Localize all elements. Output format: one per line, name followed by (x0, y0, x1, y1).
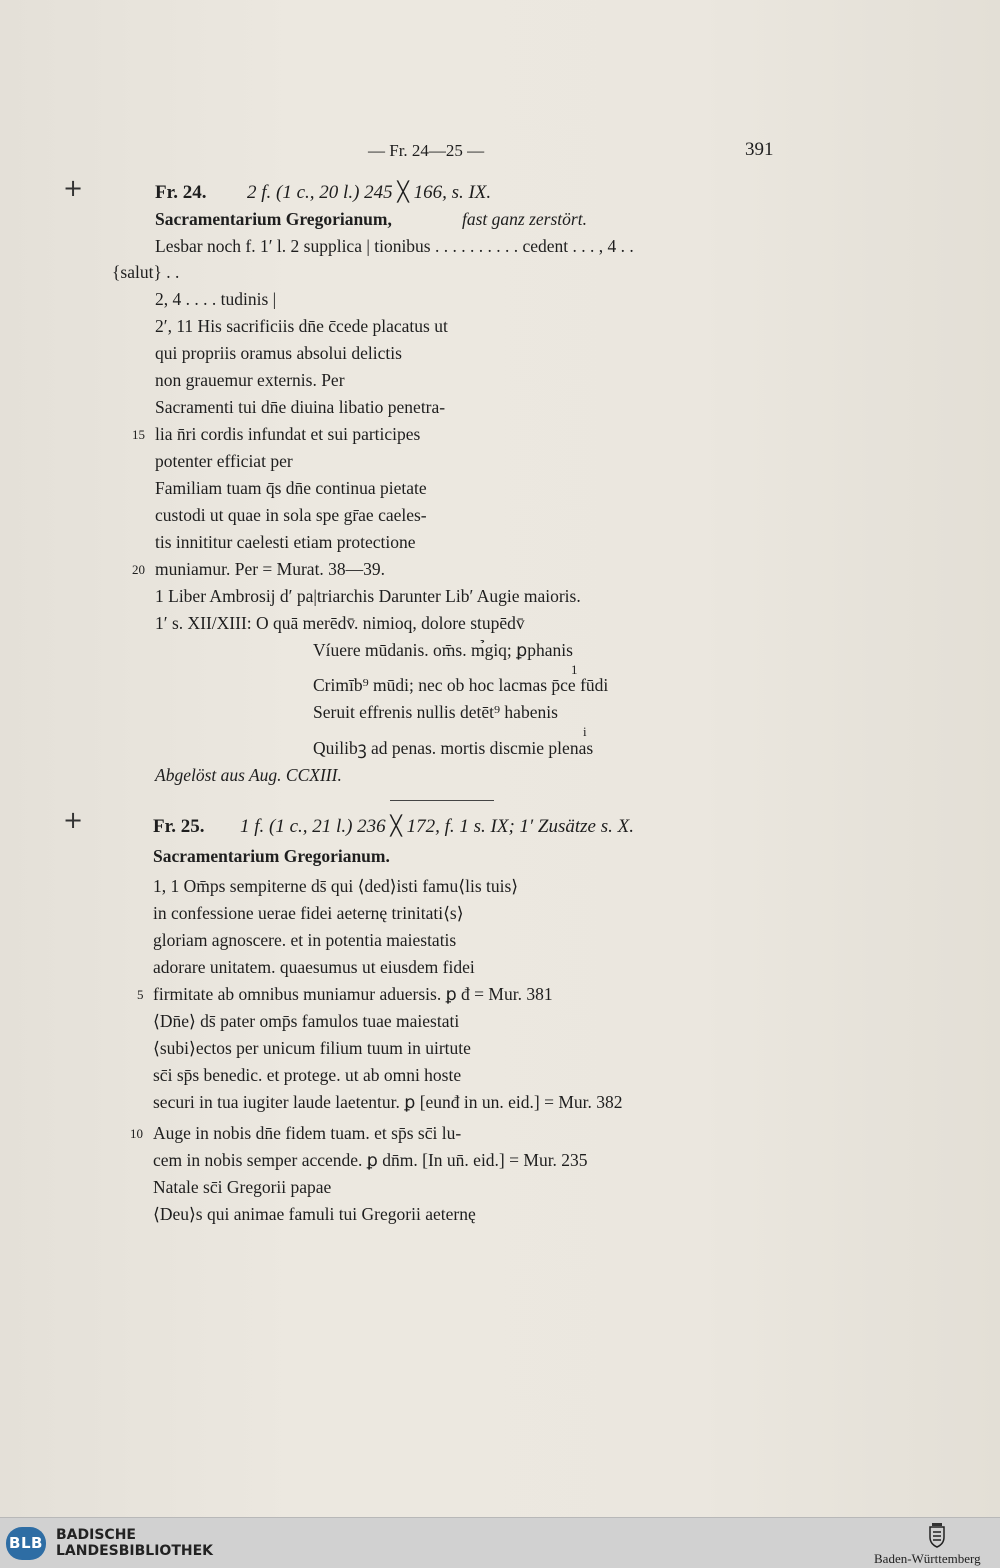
page-number: 391 (745, 139, 774, 160)
line-number: 15 (132, 427, 145, 442)
text-line: cem in nobis semper accende. ꝑ dn̄m. [In un̄. eid.] = Mur. 235 (153, 1150, 588, 1170)
line-number: 5 (137, 987, 144, 1002)
text-line: in confessione uerae fidei aeternę trinitati⟨s⟩ (153, 903, 464, 923)
text-line: securi in tua iugiter laude laetentur. ꝑ [eunđ in un. eid.] = Mur. 382 (153, 1092, 623, 1112)
verse-line: Seruit effrenis nullis detēt⁹ habenis (313, 702, 558, 722)
fragment-description: 1 f. (1 c., 21 l.) 236 ╳ 172, f. 1 s. IX; 1′ Zusätze s. X. (240, 816, 634, 837)
text-line: ⟨Deu⟩s qui animae famuli tui Gregorii aeternę (153, 1204, 476, 1224)
footer-bar (0, 1517, 1000, 1568)
text-line: lia n̄ri cordis infundat et sui participes (155, 424, 421, 444)
text-line: non grauemur externis. Per (155, 370, 345, 390)
superscript-mark: 1 (571, 662, 578, 677)
verse-line: Víuere mūdanis. om̄s. m̉giq; ꝑphanis (313, 640, 573, 660)
text-line: gloriam agnoscere. et in potentia maiestatis (153, 930, 457, 950)
fragment-heading: Fr. 24. (155, 182, 207, 203)
coat-of-arms-icon (926, 1522, 948, 1548)
fragment-heading: Fr. 25. (153, 816, 205, 837)
text-line: ⟨subi⟩ectos per unicum filium tuum in uirtute (153, 1038, 471, 1058)
text-line: Auge in nobis dn̄e fidem tuam. et sp̄s sc̄i lu- (153, 1123, 462, 1143)
cross-mark: + (63, 174, 84, 202)
text-line: potenter efficiat per (155, 451, 293, 471)
cross-mark: + (63, 806, 84, 834)
library-name[interactable] (56, 1527, 213, 1559)
text-line: Lesbar noch f. 1′ l. 2 supplica | tionibus . . . . . . . . . . cedent . . . , 4 . . (155, 236, 634, 256)
text-line: Familiam tuam q̄s dn̄e continua pietate (155, 478, 427, 498)
text-line: adorare unitatem. quaesumus ut eiusdem fidei (153, 957, 475, 977)
text-line: firmitate ab omnibus muniamur aduersis. ꝑ đ = Mur. 381 (153, 984, 553, 1004)
superscript-mark: i (583, 724, 587, 739)
library-name-line1: BADISCHE (56, 1527, 136, 1543)
text-line: 2′, 11 His sacrificiis dn̄e c̄cede placatus ut (155, 316, 448, 336)
text-line: custodi ut quae in sola spe gr̄ae caeles- (155, 505, 427, 525)
verse-line: Crimīb⁹ mūdi; nec ob hoc lacmas p̄ce fūdi (313, 675, 609, 695)
verse-line: Quilibꝫ ad penas. mortis discmie plenas (313, 738, 594, 758)
fragment-title: Sacramentarium Gregorianum, (155, 209, 392, 229)
text-line: 1′ s. XII/XIII: O quā merēdv̄. nimioq, dolore stupēdv̄ (155, 613, 525, 633)
line-number: 10 (130, 1126, 143, 1141)
text-line: 1, 1 Om̄ps sempiterne ds̄ qui ⟨ded⟩isti famu⟨lis tuis⟩ (153, 876, 519, 896)
text-line: 2, 4 . . . . tudinis | (155, 289, 277, 309)
text-line: Abgelöst aus Aug. CCXIII. (155, 765, 342, 785)
text-line: 1 Liber Ambrosij d′ pa|triarchis Darunter Lib′ Augie maioris. (155, 586, 581, 606)
text-line: {salut} . . (112, 262, 180, 282)
text-line: qui propriis oramus absolui delictis (155, 343, 402, 363)
line-number: 20 (132, 562, 145, 577)
fragment-title: Sacramentarium Gregorianum. (153, 846, 390, 866)
text-line: Natale sc̄i Gregorii papae (153, 1177, 332, 1197)
section-divider (390, 800, 494, 801)
text-line: sc̄i sp̄s benedic. et protege. ut ab omni hoste (153, 1065, 462, 1085)
text-line: ⟨Dn̄e⟩ ds̄ pater omp̄s famulos tuae maiestati (153, 1011, 460, 1031)
library-name-line2: LANDESBIBLIOTHEK (56, 1543, 214, 1559)
partner-name[interactable]: Baden-Württemberg (874, 1551, 981, 1566)
fragment-description: 2 f. (1 c., 20 l.) 245 ╳ 166, s. IX. (247, 182, 492, 203)
text-line: tis innititur caelesti etiam protectione (155, 532, 416, 552)
fragment-note: fast ganz zerstört. (462, 209, 587, 229)
text-line: muniamur. Per = Murat. 38—39. (155, 559, 386, 579)
blb-logo[interactable]: BLB (6, 1527, 46, 1560)
text-line: Sacramenti tui dn̄e diuina libatio penetra- (155, 397, 446, 417)
running-title: — Fr. 24—25 — (368, 141, 485, 160)
